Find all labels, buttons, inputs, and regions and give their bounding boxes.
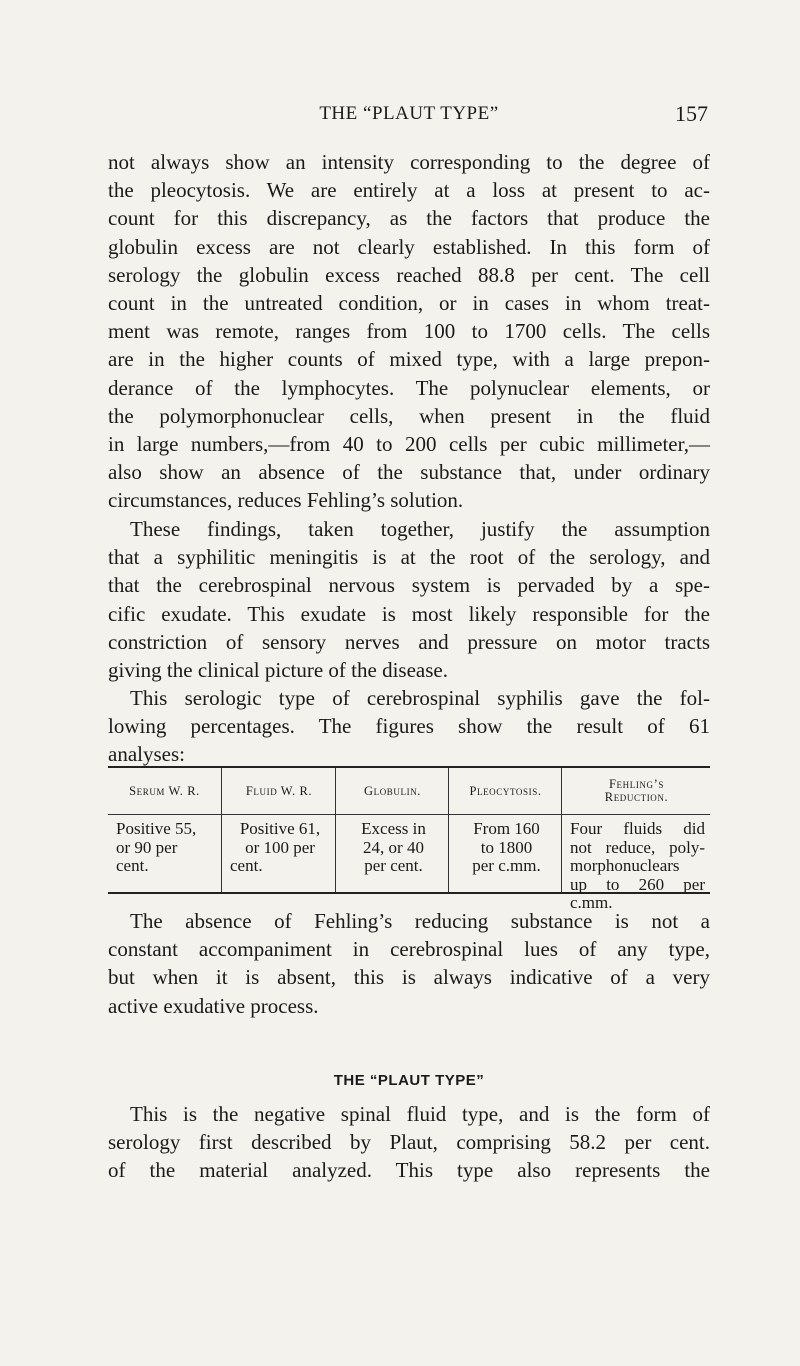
column-globulin	[335, 768, 449, 892]
cell-fehling	[570, 820, 705, 913]
text-line: not always show an intensity corresponding to the degree of	[108, 150, 710, 174]
column-fehling	[561, 768, 711, 912]
paragraph-4	[108, 907, 710, 1020]
text-line: These findings, taken together, justify the assumption	[130, 517, 710, 541]
cell-line: Excess in	[361, 819, 426, 838]
text-line: ment was remote, ranges from 100 to 1700 cells. The cells	[108, 319, 710, 344]
text-line: lowing percentages. The figures show the result of 61	[108, 714, 710, 739]
cell-line: Four fluids did	[570, 819, 705, 838]
column-pleocytosis	[448, 768, 562, 892]
header-fluid	[222, 768, 336, 814]
cell-line: up to 260 per	[570, 874, 705, 894]
text-line: This is the negative spinal fluid type, and is the form of	[130, 1102, 710, 1126]
column-fluid	[221, 768, 336, 892]
text-line: cific exudate. This exudate is most likely responsible for the	[108, 601, 710, 626]
page-number: 157	[675, 101, 708, 126]
text-line: are in the higher counts of mixed type, with a large prepon-	[108, 347, 710, 372]
header-globulin	[336, 768, 449, 814]
header-fehling	[562, 768, 711, 814]
running-head	[108, 101, 710, 131]
text-line: This serologic type of cerebrospinal syphilis gave the fol-	[130, 686, 710, 710]
text-line: in large numbers,—from 40 to 200 cells per cubic millimeter,—	[108, 432, 710, 457]
text-line: derance of the lymphocytes. The polynuclear elements, or	[108, 375, 710, 400]
header-label: Pleocytosis.	[469, 783, 542, 798]
text-line: also show an absence of the substance that, under ordinary	[108, 460, 710, 485]
header-label: Serum W. R.	[129, 783, 200, 798]
cell-line: c.mm.	[570, 893, 613, 912]
text-line: that the cerebrospinal nervous system is pervaded by a spe-	[108, 573, 710, 598]
paragraph-2	[108, 515, 710, 684]
cell-line: or 100 per	[245, 837, 315, 857]
text-line: constant accompaniment in cerebrospinal lues of any type,	[108, 937, 710, 962]
text-line: count in the untreated condition, or in cases in whom treat-	[108, 291, 710, 316]
text-line: of the material analyzed. This type also represents the	[108, 1158, 710, 1183]
text-line: active exudative process.	[108, 993, 319, 1018]
text-line: globulin excess are not clearly established. In this form of	[108, 234, 710, 259]
paragraph-3	[108, 684, 710, 769]
cell-line: not reduce, poly-	[570, 837, 705, 857]
cell-line: per cent.	[364, 856, 423, 875]
cell-line: From 160	[473, 819, 540, 838]
cell-globulin	[344, 820, 443, 876]
cell-serum	[116, 820, 215, 876]
running-title: THE “PLAUT TYPE”	[319, 103, 499, 124]
cell-line: cent.	[116, 856, 149, 875]
header-label-line: Fehling’s	[608, 777, 664, 791]
header-serum	[108, 768, 221, 814]
cell-line: Positive 61,	[239, 819, 321, 838]
cell-line: morphonuclears	[570, 856, 680, 875]
cell-fluid	[230, 820, 330, 876]
cell-pleocytosis	[457, 820, 556, 876]
text-line: The absence of Fehling’s reducing substance is not a	[130, 909, 710, 933]
text-line: but when it is absent, this is always indicative of a very	[108, 965, 710, 990]
cell-line: to 1800	[480, 837, 533, 857]
text-line: serology first described by Plaut, comprising 58.2 per cent.	[108, 1130, 710, 1155]
paragraph-1	[108, 148, 710, 515]
text-line: circumstances, reduces Fehling’s solution.	[108, 488, 464, 513]
cell-line: per c.mm.	[472, 856, 541, 875]
header-pleocytosis	[449, 768, 562, 814]
header-label: Globulin.	[363, 783, 422, 798]
text-line: constriction of sensory nerves and pressure on motor tracts	[108, 629, 710, 654]
text-line: giving the clinical picture of the disease.	[108, 658, 448, 683]
cell-line: 24, or 40	[363, 837, 424, 857]
text-line: count for this discrepancy, as the factors that produce the	[108, 206, 710, 231]
text-line: the polymorphonuclear cells, when present in the fluid	[108, 403, 710, 428]
text-line: analyses:	[108, 742, 185, 767]
column-serum	[108, 768, 221, 892]
text-line: the pleocytosis. We are entirely at a loss at present to ac-	[108, 178, 710, 203]
header-label	[605, 778, 668, 804]
section-heading: THE “PLAUT TYPE”	[333, 1072, 485, 1089]
cell-line: Positive 55,	[116, 819, 197, 838]
paragraph-5	[108, 1100, 710, 1185]
cell-line: or 90 per	[116, 837, 178, 857]
serology-table	[108, 766, 710, 912]
cell-line: cent.	[230, 856, 263, 875]
header-label-line: Reduction.	[604, 790, 669, 804]
text-line: that a syphilitic meningitis is at the root of the serology, and	[108, 545, 710, 570]
text-line: serology the globulin excess reached 88.8 per cent. The cell	[108, 262, 710, 287]
header-label: Fluid W. R.	[245, 783, 313, 798]
